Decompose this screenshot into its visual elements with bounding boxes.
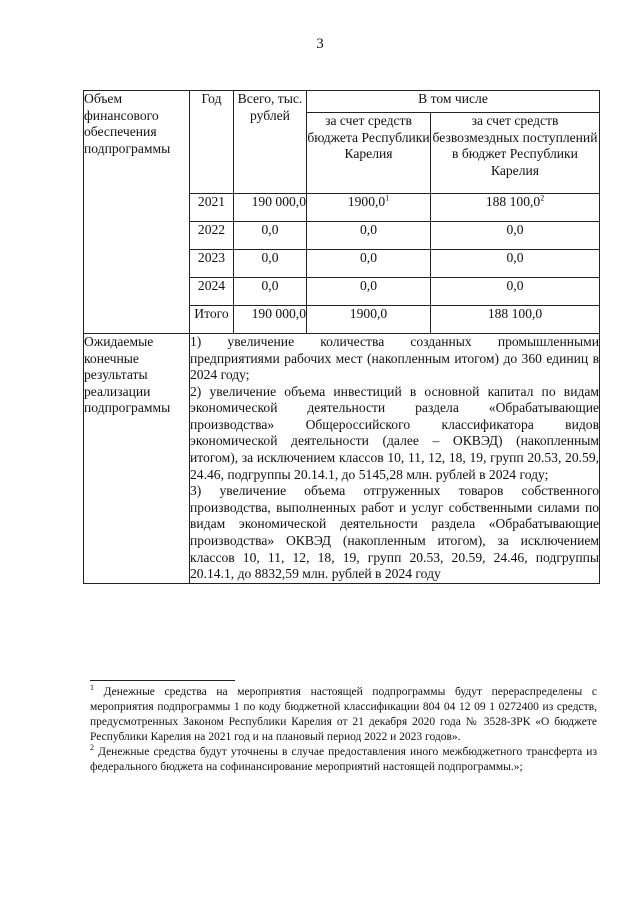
results-text (190, 334, 600, 584)
footnote-text: Денежные средства на мероприятия настоящей подпрограммы будут перераспределены с мероприятия подпрограммы 1 по коду бюджетной классификации 804 04 12 09 1 0272400 из средств, предусмотренных Законом Республики Карелия от 21 декабря 2020 года № 3528-ЗРК «О бюджете Республики Карелия на 2021 год и на плановый период 2022 и 2023 годов». (90, 686, 597, 743)
footnote-ref-1: 1 (385, 193, 390, 203)
financing-table (83, 90, 600, 584)
grants-value: 188 100,0 (485, 194, 541, 209)
budget-cell (307, 194, 431, 222)
footnotes (90, 685, 597, 775)
budget-cell: 1900,0 (307, 306, 431, 334)
total-cell: 0,0 (234, 250, 307, 278)
grants-cell: 0,0 (431, 278, 600, 306)
year-cell: Итого (190, 306, 234, 334)
grants-cell: 0,0 (431, 250, 600, 278)
financing-label: Объем финансового обеспечения подпрограммы (84, 91, 190, 334)
results-row (84, 334, 600, 584)
grants-cell: 188 100,0 (431, 306, 600, 334)
budget-header: за счет средств бюджета Республики Карелия (307, 113, 431, 194)
budget-cell: 0,0 (307, 250, 431, 278)
including-header: В том числе (307, 91, 600, 113)
results-label: Ожидаемые конечные результаты реализации подпрограммы (84, 334, 190, 584)
result-item: 1) увеличение количества созданных промышленными предприятиями рабочих мест (накопленным итогом) до 360 единиц в 2024 году; (190, 334, 600, 383)
total-cell: 0,0 (234, 222, 307, 250)
footnote-mark: 1 (90, 683, 94, 693)
footnote-mark: 2 (90, 742, 94, 752)
budget-cell: 0,0 (307, 278, 431, 306)
result-item: 2) увеличение объема инвестиций в основной капитал по видам экономической деятельности раздела «Обрабатывающие производства» Общероссийского классификатора видов экономической деятельности (далее – ОКВЭД) (накопленным итогом), за исключением классов 10, 11, 12, 18, 19, групп 20.53, 20.59, 24.46, подгруппы 20.14.1, до 5145,28 млн. рублей в 2024 году; (190, 383, 600, 482)
total-header: Всего, тыс. рублей (234, 91, 307, 194)
result-item: 3) увеличение объема отгруженных товаров собственного производства, выполненных работ и услуг собственными силами по видам экономической деятельности раздела «Обрабатывающие производства» ОКВЭД (накопленным итогом), за исключением классов 10, 11, 12, 18, 19, групп 20.53, 20.59, 24.46, подгруппы 20.14.1, до 8832,59 млн. рублей в 2024 году (190, 483, 600, 582)
year-header: Год (190, 91, 234, 194)
year-cell: 2023 (190, 250, 234, 278)
total-cell: 190 000,0 (234, 194, 307, 222)
total-cell: 0,0 (234, 278, 307, 306)
year-cell: 2024 (190, 278, 234, 306)
total-cell: 190 000,0 (234, 306, 307, 334)
page-number: 3 (316, 36, 324, 52)
grants-cell: 0,0 (431, 222, 600, 250)
footnote-text: Денежные средства будут уточнены в случае предоставления иного межбюджетного трансферта из федерального бюджета на софинансирование мероприятий настоящей подпрограммы.»; (90, 745, 597, 773)
table-header-row (84, 91, 600, 113)
footnote-ref-2: 2 (540, 193, 545, 203)
budget-cell: 0,0 (307, 222, 431, 250)
year-cell: 2021 (190, 194, 234, 222)
footnote-1 (90, 685, 597, 745)
footnote-separator (90, 680, 235, 681)
grants-header: за счет средств безвозмездных поступлений в бюджет Республики Карелия (431, 113, 600, 194)
grants-cell (431, 194, 600, 222)
budget-value: 1900,0 (347, 194, 386, 209)
footnote-2 (90, 742, 597, 775)
year-cell: 2022 (190, 222, 234, 250)
